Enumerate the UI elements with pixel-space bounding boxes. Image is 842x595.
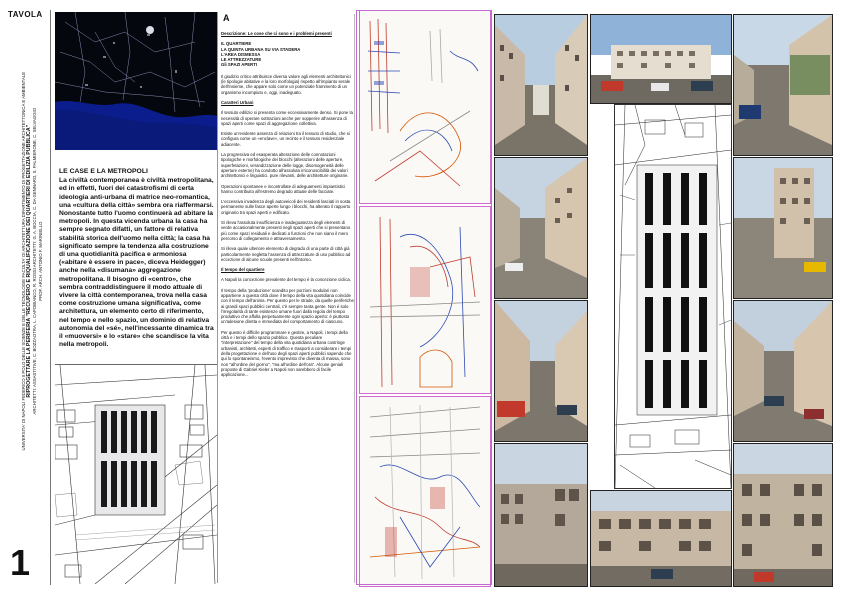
neighbourhood-map [614,104,732,489]
city-map-image [55,12,217,150]
paragraph: Si rileva l'assoluta insufficienza e inadeguatezza degli elementi di verde accasionalmente presenti negli spazi aperti che si presentano più come spazi residuali e dedicati a funzioni che non siano il mero percorso di collegamento e attraversamento. [221,220,351,241]
paragraph: L'eccessiva invadenza degli autoveicoli dei residenti lasciati in sosta permanente sulle fasce aperte lungo i blocchi, ha alterato il rapporto originario tra spazi aperti e edificato. [221,199,351,215]
paragraph: Esiste un'evidente assenza di relazioni tra il tessuto di studio, che si configura come un «enclave», un recinto e il tessuto residenziale adiacente. [221,131,350,147]
description-heading: Descrizione: Le cose che ci sono e i problemi presenti [221,31,332,36]
photo-street [494,300,588,442]
list-item: LA QUINTA URBANA SU VIA STADERA [221,46,301,52]
intro-column [55,12,218,583]
quartiere-list [221,41,354,67]
caratteri-heading: Caratteri Urbani [221,99,254,105]
photo-building [733,157,833,299]
photo-building [494,443,588,587]
divider [356,10,357,585]
header-professor: PROF. ARCH. ANTONIO F. MARINIELLO [37,221,43,301]
header-university: UNIVERSITA' DI NAPOLI FEDERICO II POLO DELLE SCIENZE E DELLE TECNOLOGIE FACOLTA' DI ARCHITETTURA DIPARTIMENTO DI PROGETTAZIONE ARCHITETTONICA E AMBIENTALE [20,71,26,451]
paragraph: Il tempo della 'produzione' scandito per porzioni modulari non appartiene a questa città dove il tempo della vita quotidiana coincide con il tempo dell'anima. Per questo per le strade, da quelle periferiche ai grandi spazi pubblici centrali, c'è sempre tanta gente. Non è solo l'irregolarità di tante esistenze umane fuori dalla regola del tempo produttivo che affolla perpetuamente ogni spazio aperto: è piuttosto un'adesione diretta e immediata del comportamento di ciascuno. [221,287,354,325]
board-number: 1 [10,542,31,583]
divider [356,584,492,585]
photo-street [733,300,833,442]
photo-street [494,14,588,156]
tempo-heading: Il tempo del quartiere [221,267,265,273]
divider [491,10,492,585]
divider [356,10,492,11]
header-authors: ARCHITETTI: ASSASTITIVE, C. BOZZAOTRA, L. CAPOBIANCO, R. ROSSI ARCHITETTI: G. A. BOCCIA, C. DA GENNARO, S. PALMIERONE, C. SELVAGGIO [32,107,37,415]
paragraph: La progressiva ed esasperata alterazione delle connotazioni tipologiche e morfologiche dei blocchi (alterazioni delle aperture, superfetazioni, verandizzazione delle logge, disomogeneità delle aperture esterne) ha condotto all'assoluta irriconoscibilità dei valori architettonici e linguistici. pure rilevanti, delle architetture originarie. [221,152,349,179]
list-item: L'AREA DISMESSA [221,51,261,57]
paragraph: Il tessuto edilizio si presenta come eccessivamente denso. Si pone la necessità di operare sottrazioni anche per sopperire all'assenza di spazi aperti come spazi di aggregazione collettiva. [221,110,353,126]
list-item: Gli SPAZI APERTI [221,62,258,68]
photo-street [733,14,833,156]
description-column [221,14,355,583]
photo-block [590,14,732,104]
paragraph: A Napoli la concezione prevalente del tempo è la concezione ciclica. [221,277,351,283]
paragraph: Si rileva quale ulteriore elemento di degrado di una parte di città già particolarmente negletta l'assenza di attrezzature di uso pubblico ad eccezione di alcune scuole presenti nell'intorno. [221,246,351,262]
essay-title: LE CASE E LA METROPOLI [59,168,148,175]
sketch-panel [359,396,491,587]
list-item: LE ATTREZZATURE [221,57,262,63]
tavola-label: TAVOLA [8,10,43,19]
list-item: IL QUARTIERE [221,41,252,47]
sketch-panel [359,10,491,204]
essay-body: La civiltà contemporanea è civiltà metropolitana, ed in effetti, fuori dei catastrofismi di certa ideologia anti-urbana di matrice neo-romantica, una «cultura della città» sembra ora riaffermarsi. Nonostante tutto l'uomo continuerà ad abitare la metropoli. In questa vicenda urbana la casa ha sempre segnato difatti, un fattore di relativa stabilità storica dell'uomo nella città; la casa ha significato sempre la tendenza alla costruzione di una quotidianità pacifica e armoniosa («abitare è essere in pace», diceva Heidegger) anche nella «disumana» aggregazione metropolitana. Il bisogno di «centro», che sembra contraddistinguere il modo attuale di vivere la città contemporanea, trova nella casa come costruzione umana significativa, come architettura, un elemento certo di riferimento, nel tempo e nello spazio, un dominio di relativa autonomia del «sé», nell'incessante dinamica tra il «muoversi» e lo «stare» che scandisce la vita nella metropoli. [59,177,214,349]
photo-block [590,490,732,587]
paragraph: Per questo è difficile programmare e gestire, a Napoli, i tempi della città e i tempi dello spazio pubblico. Questa peculiare "interpretazione" del tempo della vita quotidiana urbana costringe urbanisti, architetti, esperti di traffico e trasporti a considerare i tempi della progettazione e dell'uso degli spazi aperti pubblici sapendo che qui lo spontaneismo, l'evento imprevisto che diventa di massa, sono non "all'ordine del giorno", "ma all'ordine dell'ora". Alcune geniali proposte di Gabriel Kieler a Napoli non sarebbero di facile applicazione... [221,329,352,378]
title-strip [8,10,51,585]
paragraph: Il giudizio critico attribuisce diversa valore agli elementi architettonici (le tipologie abitative e la loro morfologia) rispetto all'impianto serale dell'insieme, che appare solo come un potenziale frammento di un organismo incompiuto e, oggi, inadeguato. [221,73,351,95]
sketch-panel [359,206,491,394]
sketches-column [359,10,489,585]
site-plan-drawing [55,364,217,584]
paragraph: Operazioni spontanee e incontrollate di adeguamenti impiantistici hanno contribuito all'estremo degrado attuale delle facciate. [221,183,345,194]
photo-street [494,157,588,299]
column-letter: A [223,13,230,23]
header-project-title: RIPROGETTARE LA PERIFERIA "RECUPERO E RIQUALIFICAZIONE DEI QUARTIERI DI EDILIZIA PUBBLICA" [25,124,32,398]
photo-building [733,443,833,587]
vertical-header [21,1,43,521]
essay-block [59,168,215,349]
